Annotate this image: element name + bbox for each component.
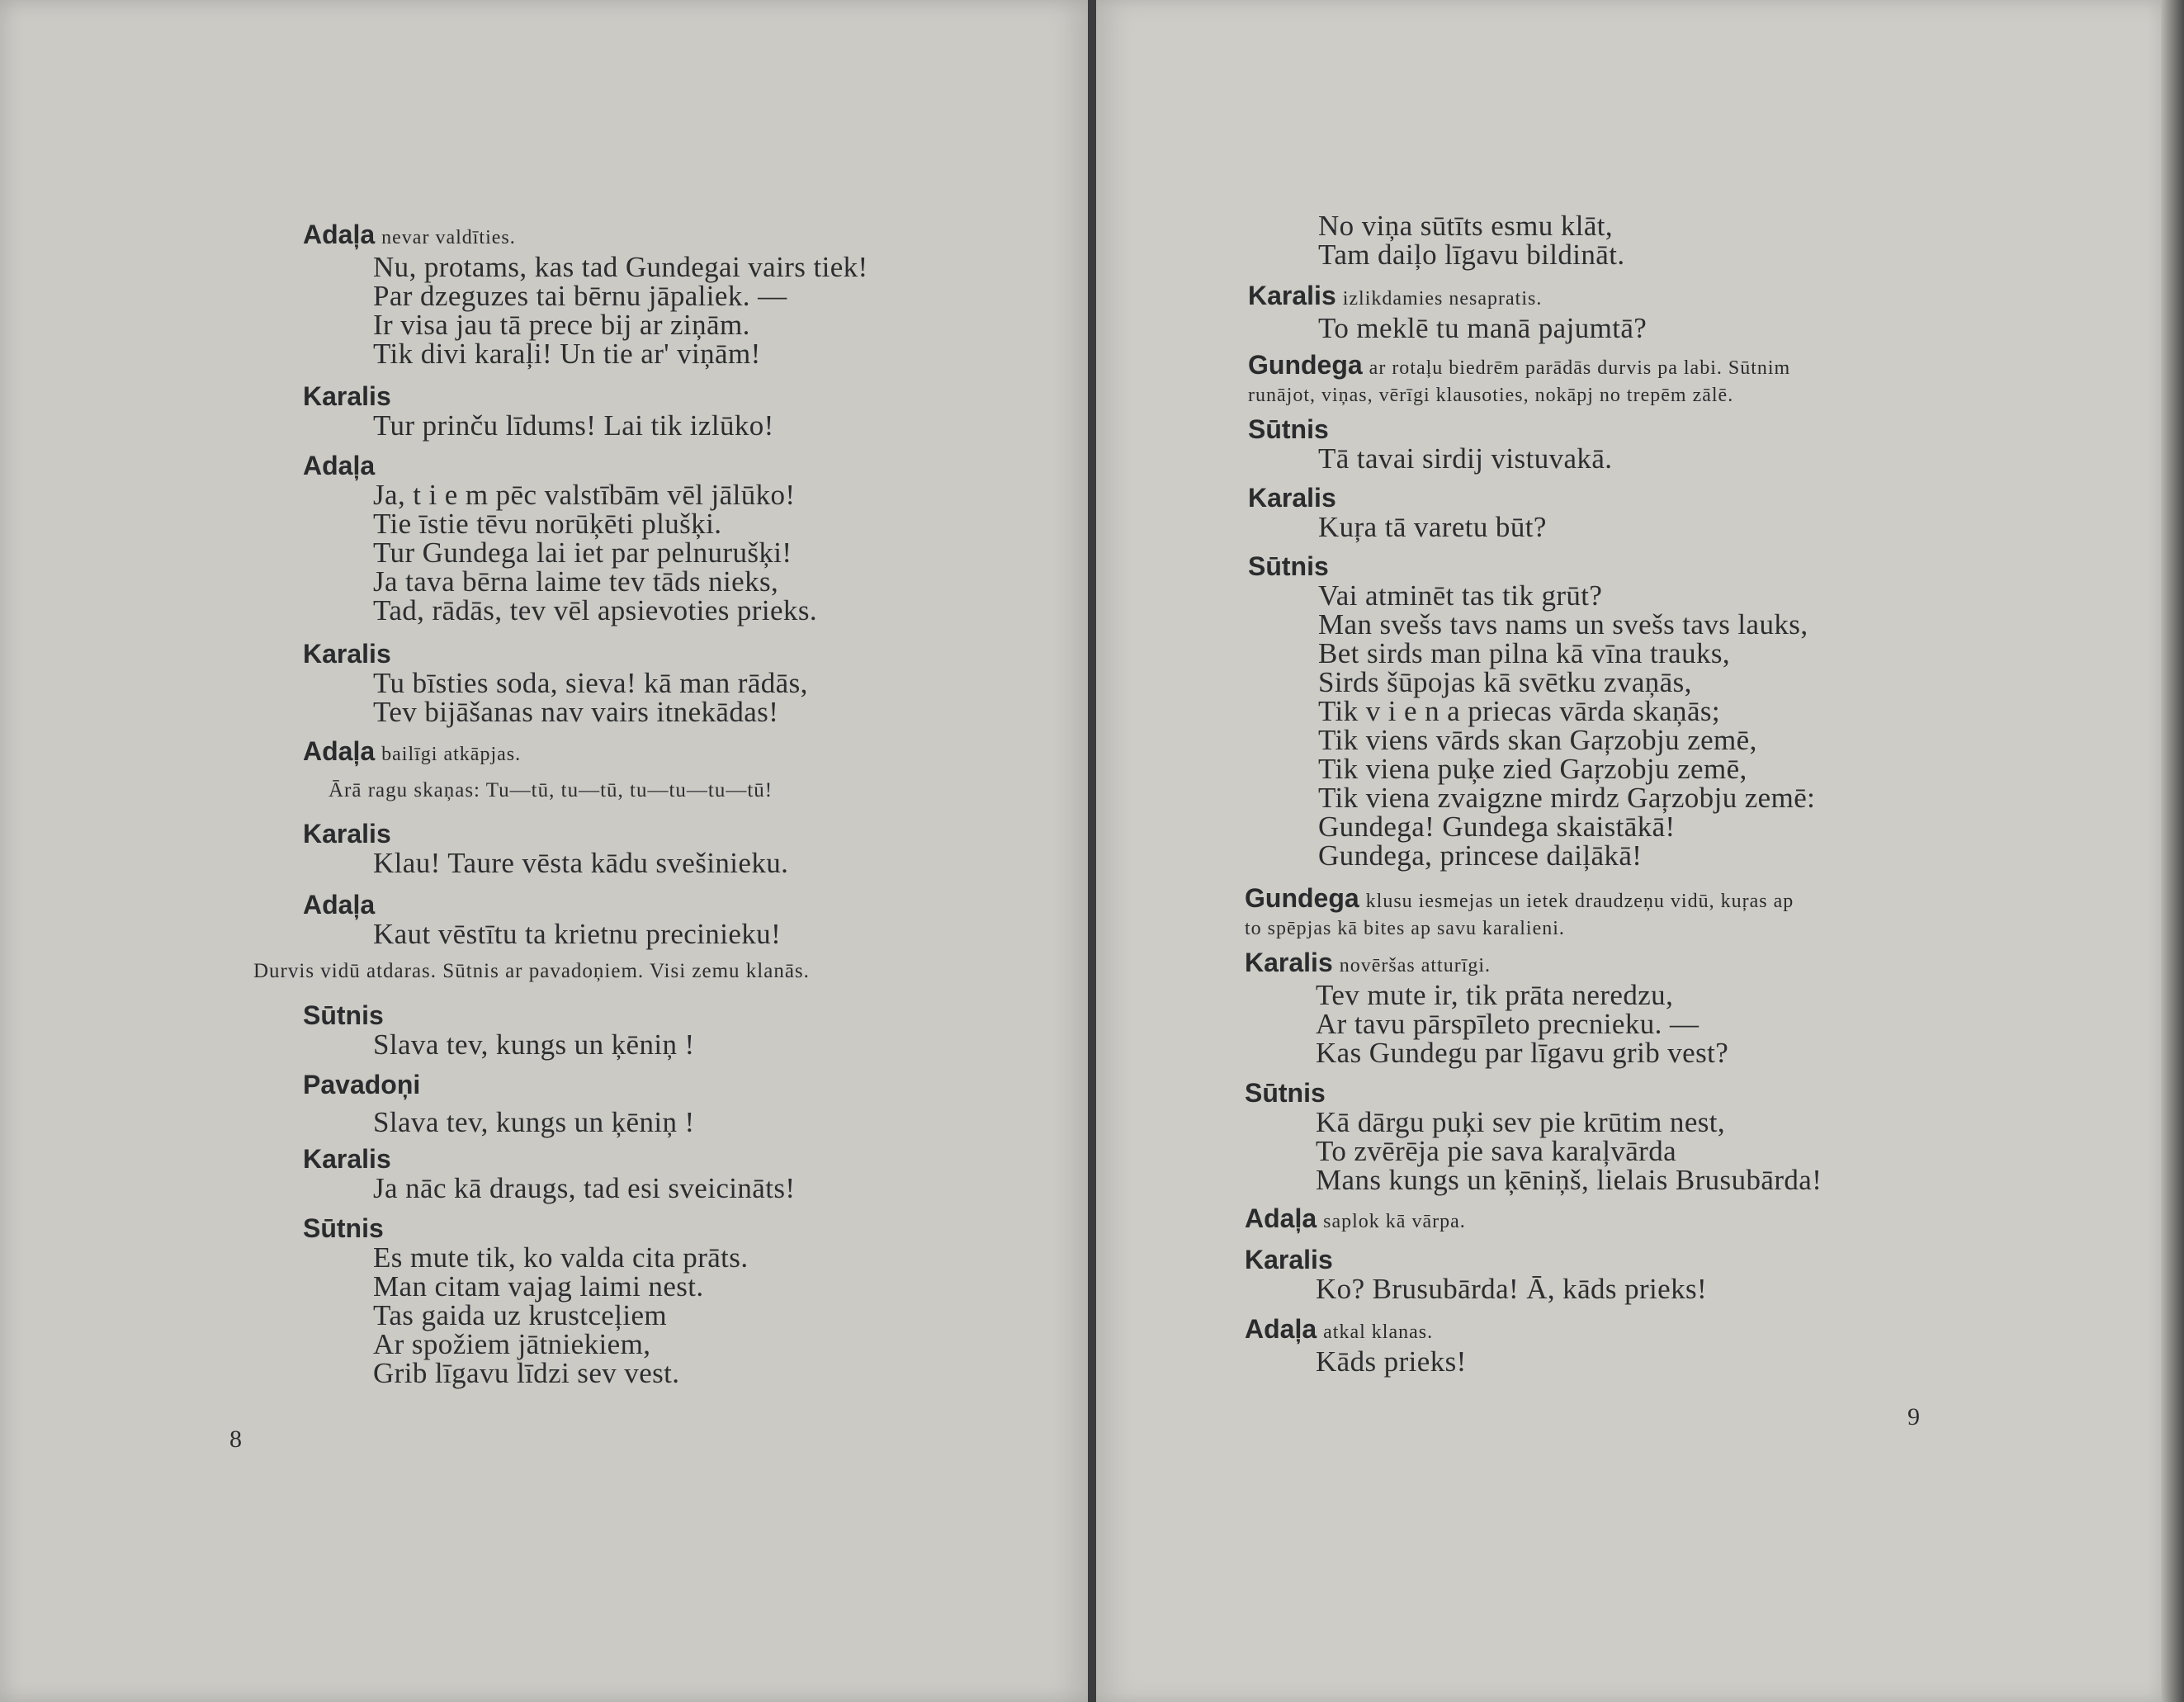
verse-line: To meklē tu manā pajumtā? xyxy=(1318,312,1647,344)
stage-direction: to spēpjas kā bites ap savu karalieni. xyxy=(1245,918,1565,939)
verse-line: Mans kungs un ķēniņš, lielais Brusubārda! xyxy=(1316,1164,1822,1196)
speaker-name: Sūtnis xyxy=(1245,1078,1326,1108)
page-edges xyxy=(2161,0,2184,1702)
verse-line: Slava tev, kungs un ķēniņ ! xyxy=(373,1106,695,1138)
dialogue-block xyxy=(1245,1203,1466,1236)
speaker-name: Adaļa atkal klanas. xyxy=(1245,1314,1434,1344)
verse-line: Tik divi karaļi! Un tie ar' viņām! xyxy=(373,338,761,370)
speaker-name: Adaļa nevar valdīties. xyxy=(303,220,516,249)
verse-line: Ko? Brusubārda! Ā, kāds prieks! xyxy=(1316,1273,1708,1305)
dialogue-block xyxy=(1245,1245,1707,1303)
verse-line: Tā tavai sirdij vistuvakā. xyxy=(1318,442,1613,475)
verse-line: Ja tava bērna laime tev tāds nieks, xyxy=(373,565,779,598)
dialogue-block xyxy=(303,1144,795,1203)
speaker-name: Gundega ar rotaļu biedrēm parādās durvis pa labi. Sūtnim xyxy=(1248,350,1791,380)
dialogue-block xyxy=(303,736,521,769)
stage-direction: ar rotaļu biedrēm parādās durvis pa labi. Sūtnim xyxy=(1369,357,1791,379)
dialogue-block xyxy=(1318,211,1625,269)
speaker-name: Karalis xyxy=(1248,483,1336,513)
verse-line: Grib līgavu līdzi sev vest. xyxy=(373,1357,680,1389)
dialogue-block xyxy=(1245,1078,1822,1194)
speaker-name: Sūtnis xyxy=(1248,414,1329,444)
verse-line: Tie īstie tēvu norūķēti plušķi. xyxy=(373,508,722,540)
stage-direction: atkal klanas. xyxy=(1323,1321,1434,1343)
speaker-name: Sūtnis xyxy=(1248,551,1329,581)
speaker-name: Karalis xyxy=(303,639,391,669)
stage-direction: Ārā ragu skaņas: Tu—tū, tu—tū, tu—tu—tu—tū! xyxy=(329,779,773,801)
speaker-name: Pavadoņi xyxy=(303,1070,421,1099)
speaker-name: Karalis xyxy=(303,381,391,411)
verse-line: Ir visa jau tā prece bij ar ziņām. xyxy=(373,309,750,341)
speaker-name: Karalis izlikdamies nesapratis. xyxy=(1248,281,1543,310)
verse-line: Nu, protams, kas tad Gundegai vairs tiek! xyxy=(373,251,868,283)
speaker-name: Adaļa saplok kā vārpa. xyxy=(1245,1203,1466,1233)
speaker-name: Gundega klusu iesmejas un ietek draudzeņu vidū, kuŗas ap xyxy=(1245,883,1794,913)
stage-direction: runājot, viņas, vērīgi klausoties, nokāpj no trepēm zālē. xyxy=(1248,385,1734,406)
verse-line: Tik viens vārds skan Gaŗzobju zemē, xyxy=(1318,724,1757,756)
dialogue-block xyxy=(303,819,788,877)
verse-line: Gundega! Gundega skaistākā! xyxy=(1318,811,1676,843)
verse-line: Kuŗa tā varetu būt? xyxy=(1318,511,1547,543)
speaker-name: Sūtnis xyxy=(303,1000,384,1030)
verse-line: Man citam vajag laimi nest. xyxy=(373,1270,704,1303)
stage-direction: Durvis vidū atdaras. Sūtnis ar pavadoņiem. Visi zemu klanās. xyxy=(253,960,810,982)
verse-line: Tu bīsties soda, sieva! kā man rādās, xyxy=(373,667,808,699)
verse-line: Gundega, princese daiļākā! xyxy=(1318,839,1643,872)
dialogue-block xyxy=(1245,948,1728,1067)
dialogue-block xyxy=(1248,551,1815,870)
verse-line: Par dzeguzes tai bērnu jāpaliek. — xyxy=(373,280,787,312)
verse-line: Tad, rādās, tev vēl apsievoties prieks. xyxy=(373,594,817,626)
stage-direction: izlikdamies nesapratis. xyxy=(1342,288,1543,310)
speaker-name: Karalis xyxy=(1245,1245,1333,1274)
verse-line: Es mute tik, ko valda cita prāts. xyxy=(373,1241,749,1274)
speaker-name: Adaļa xyxy=(303,451,376,480)
speaker-name: Karalis xyxy=(303,819,391,849)
speaker-name: Sūtnis xyxy=(303,1213,384,1243)
verse-line: Tev bijāšanas nav vairs itnekādas! xyxy=(373,696,779,728)
book-gutter xyxy=(1088,0,1096,1702)
dialogue-block xyxy=(303,890,781,948)
verse-line: Ar spožiem jātniekiem, xyxy=(373,1328,651,1360)
verse-line: Tur prinču līdums! Lai tik izlūko! xyxy=(373,409,774,442)
verse-line: Tik v i e n a priecas vārda skaņās; xyxy=(1318,695,1721,727)
verse-line: Kāds prieks! xyxy=(1316,1345,1467,1378)
dialogue-block xyxy=(1245,883,1794,941)
verse-line: No viņa sūtīts esmu klāt, xyxy=(1318,210,1614,242)
verse-line: Slava tev, kungs un ķēniņ ! xyxy=(373,1028,695,1061)
stage-direction: bailīgi atkāpjas. xyxy=(381,744,522,765)
dialogue-block xyxy=(303,1070,695,1137)
dialogue-block xyxy=(1248,281,1647,343)
dialogue-block xyxy=(303,1213,748,1388)
verse-line: Tam daiļo līgavu bildināt. xyxy=(1318,239,1625,271)
dialogue-block xyxy=(303,639,808,726)
verse-line: Kaut vēstītu ta krietnu precinieku! xyxy=(373,918,782,950)
verse-line: Tev mute ir, tik prāta neredzu, xyxy=(1316,979,1674,1011)
verse-line: Bet sirds man pilna kā vīna trauks, xyxy=(1318,637,1731,669)
verse-line: Ar tavu pārspīleto precnieku. — xyxy=(1316,1008,1699,1040)
page-number: 8 xyxy=(229,1425,242,1453)
dialogue-block xyxy=(1248,414,1612,473)
dialogue-block xyxy=(303,1000,695,1059)
verse-line: To zvērēja pie sava karaļvārda xyxy=(1316,1135,1677,1167)
speaker-name: Adaļa bailīgi atkāpjas. xyxy=(303,736,522,766)
dialogue-block xyxy=(303,451,817,625)
dialogue-block xyxy=(1248,350,1790,408)
dialogue-block xyxy=(1248,483,1547,541)
speaker-name: Karalis novēršas atturīgi. xyxy=(1245,948,1491,977)
dialogue-block xyxy=(1245,1314,1467,1376)
verse-line: Man svešs tavs nams un svešs tavs lauks, xyxy=(1318,608,1808,641)
stage-direction: klusu iesmejas un ietek draudzeņu vidū, kuŗas ap xyxy=(1365,891,1794,912)
dialogue-block xyxy=(303,220,868,368)
speaker-name: Karalis xyxy=(303,1144,391,1174)
verse-line: Kas Gundegu par līgavu grib vest? xyxy=(1316,1037,1729,1069)
page-number: 9 xyxy=(1907,1403,1920,1430)
stage-direction: novēršas atturīgi. xyxy=(1339,955,1491,976)
dialogue-block xyxy=(303,381,774,440)
speaker-name: Adaļa xyxy=(303,890,376,920)
verse-line: Tik viena puķe zied Gaŗzobju zemē, xyxy=(1318,753,1747,785)
verse-line: Sirds šūpojas kā svētku zvaņās, xyxy=(1318,666,1692,698)
verse-line: Ja nāc kā draugs, tad esi sveicināts! xyxy=(373,1172,796,1204)
verse-line: Klau! Taure vēsta kādu svešinieku. xyxy=(373,847,789,879)
verse-line: Ja, t i e m pēc valstībām vēl jālūko! xyxy=(373,479,796,511)
verse-line: Tik viena zvaigzne mirdz Gaŗzobju zemē: xyxy=(1318,782,1816,814)
stage-direction: saplok kā vārpa. xyxy=(1323,1211,1466,1232)
left-page xyxy=(0,0,1088,1702)
verse-line: Tas gaida uz krustceļiem xyxy=(373,1299,668,1331)
stage-direction: nevar valdīties. xyxy=(381,227,516,248)
right-page xyxy=(1096,0,2161,1702)
verse-line: Vai atminēt tas tik grūt? xyxy=(1318,579,1603,612)
verse-line: Tur Gundega lai iet par pelnurušķi! xyxy=(373,537,792,569)
verse-line: Kā dārgu puķi sev pie krūtim nest, xyxy=(1316,1106,1726,1138)
